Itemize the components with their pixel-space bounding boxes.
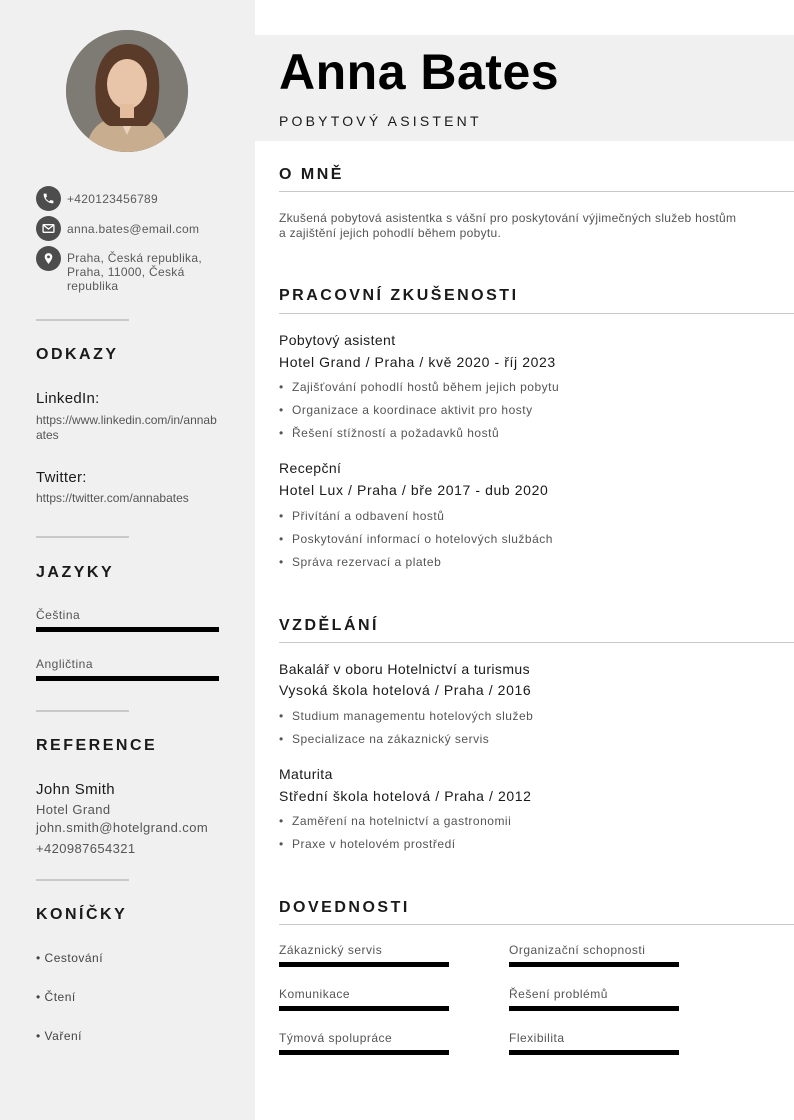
language-label: Čeština [36,608,81,622]
job-role: Pobytový asistent [279,332,396,348]
skill-label: Zákaznický servis [279,943,383,957]
skills-heading: DOVEDNOSTI [279,899,410,916]
job-meta: Hotel Grand / Praha / kvě 2020 - říj 2023 [279,354,556,370]
divider [36,879,129,881]
mail-icon [36,216,61,241]
reference-email: john.smith@hotelgrand.com [36,820,209,835]
reference-heading: REFERENCE [36,737,158,754]
education-degree: Maturita [279,766,333,782]
linkedin-label: LinkedIn: [36,390,100,407]
divider [36,319,129,321]
about-text: Zkušená pobytová asistentka s vášní pro poskytování výjimečných služeb hostům a zajištění jejich pohodlí během pobytu. [279,211,737,240]
job-bullet: • Přivítání a odbavení hostů [279,509,444,523]
education-bullet: • Specializace na zákaznický servis [279,732,489,746]
address: Praha, Česká republika, Praha, 11000, Česká republika [67,251,202,293]
language-level-bar [36,627,219,632]
contact-email [36,216,199,241]
email-address: anna.bates@email.com [67,222,200,236]
language-label: Angličtina [36,657,94,671]
about-heading: O MNĚ [279,166,344,183]
skill-label: Flexibilita [509,1031,565,1045]
section-divider [279,313,794,314]
job-bullet: • Zajišťování pohodlí hostů během jejich pobytu [279,380,559,394]
skill-level-bar [279,1006,449,1011]
contact-phone [36,186,158,211]
education-bullet: • Zaměření na hotelnictví a gastronomii [279,814,511,828]
languages-heading: JAZYKY [36,564,115,581]
hobbies-heading: KONÍČKY [36,906,128,923]
reference-company: Hotel Grand [36,802,111,817]
job-title: POBYTOVÝ ASISTENT [279,113,482,129]
education-bullet: • Praxe v hotelovém prostředí [279,837,456,851]
section-divider [279,924,794,925]
divider [36,710,129,712]
section-divider [279,642,794,643]
language-level-bar [36,676,219,681]
skill-label: Organizační schopnosti [509,943,646,957]
job-role: Recepční [279,460,342,476]
skill-level-bar [279,1050,449,1055]
hobby-item: • Čtení [36,990,76,1004]
sidebar [0,0,255,1120]
experience-heading: PRACOVNÍ ZKUŠENOSTI [279,287,519,304]
twitter-label: Twitter: [36,469,87,486]
job-bullet: • Organizace a koordinace aktivit pro hosty [279,403,533,417]
job-bullet: • Řešení stížností a požadavků hostů [279,426,499,440]
links-heading: ODKAZY [36,346,119,363]
section-divider [279,191,794,192]
skill-level-bar [509,962,679,967]
profile-photo [66,30,188,152]
job-meta: Hotel Lux / Praha / bře 2017 - dub 2020 [279,482,549,498]
skill-level-bar [509,1006,679,1011]
phone-icon [36,186,61,211]
skill-level-bar [509,1050,679,1055]
education-meta: Střední škola hotelová / Praha / 2012 [279,788,532,804]
person-name: Anna Bates [279,44,560,100]
twitter-link[interactable]: https://twitter.com/annabates [36,491,189,505]
hobby-item: • Cestování [36,951,104,965]
education-degree: Bakalář v oboru Hotelnictví a turismus [279,661,530,677]
skill-label: Týmová spolupráce [279,1031,393,1045]
linkedin-link[interactable]: https://www.linkedin.com/in/annabates [36,413,217,442]
education-bullet: • Studium managementu hotelových služeb [279,709,533,723]
phone-number: +420123456789 [67,192,158,206]
education-heading: VZDĚLÁNÍ [279,617,379,634]
job-bullet: • Správa rezervací a plateb [279,555,441,569]
contact-address [36,246,207,293]
hobby-item: • Vaření [36,1029,82,1043]
education-meta: Vysoká škola hotelová / Praha / 2016 [279,682,532,698]
job-bullet: • Poskytování informací o hotelových službách [279,532,553,546]
divider [36,536,129,538]
reference-name: John Smith [36,781,116,798]
skill-level-bar [279,962,449,967]
skill-label: Řešení problémů [509,987,608,1001]
location-pin-icon [36,246,61,271]
reference-phone: +420987654321 [36,841,136,856]
skill-label: Komunikace [279,987,351,1001]
